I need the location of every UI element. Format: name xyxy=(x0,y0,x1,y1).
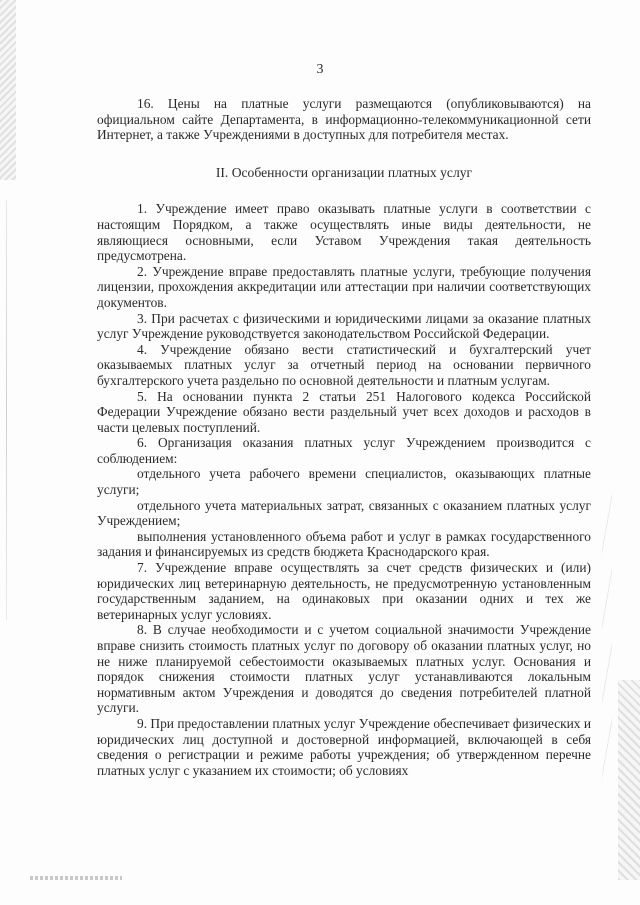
section-heading: II. Особенности организации платных услуг xyxy=(215,164,473,180)
paragraph-8: 8. В случае необходимости и с учетом социальной значимости Учреждение вправе снизить стоимость платных услуг по договору об оказании платных услуг, но не ниже планируемой себестоимости оказываемых платных услуг. Основания и порядок снижения стоимости платных услуг устанавливаются локальным нормативным актом Учреждения и доводятся до сведения потребителей платной услуги. xyxy=(97,622,591,716)
paragraph-7: 7. Учреждение вправе осуществлять за счет средств физических и (или) юридических лиц ветеринарную деятельность, не предусмотренную установленным государственным заданием, на одинаковых при оказании одних и тех же ветеринарных услуг условиях. xyxy=(97,560,591,622)
paragraph-2: 2. Учреждение вправе предоставлять платные услуги, требующие получения лицензии, прохождения аккредитации или аттестации при наличии соответствующих документов. xyxy=(97,263,591,310)
page-number: 3 xyxy=(316,62,324,77)
paragraph-5: 5. На основании пункта 2 статьи 251 Налогового кодекса Российской Федерации Учреждение обязано вести раздельный учет всех доходов и расходов в части целевых поступлений. xyxy=(97,388,591,435)
document-body xyxy=(97,96,591,778)
paragraph-1: 1. Учреждение имеет право оказывать платные услуги в соответствии с настоящим Порядком, а также осуществлять иные виды деятельности, не являющиеся основными, если Уставом Учреждения такая деятельность предусмотрена. xyxy=(97,201,591,264)
scan-artifact-left xyxy=(0,0,16,180)
paragraph-6-item-1: отдельного учета рабочего времени специалистов, оказывающих платные услуги; xyxy=(97,466,591,498)
scan-artifact-left-line xyxy=(6,200,7,620)
paragraph-4: 4. Учреждение обязано вести статистический и бухгалтерский учет оказываемых платных услуг за отчетный период на основании первичного бухгалтерского учета раздельно по основной деятельности и платным услугам. xyxy=(97,341,591,388)
scan-artifact-right xyxy=(618,680,640,880)
scan-artifact-bottom xyxy=(30,876,122,880)
paragraph-9: 9. При предоставлении платных услуг Учреждение обеспечивает физических и юридических лиц доступной и достоверной информацией, включающей в себя сведения о регистрации и режиме работы учреждения; об утвержденном перечне платных услуг с указанием их стоимости; об условиях xyxy=(97,715,591,778)
scan-artifact-right-marks xyxy=(602,480,612,780)
paragraph-6: 6. Организация оказания платных услуг Учреждением производится с соблюдением: xyxy=(97,435,591,466)
paragraph-6-item-2: отдельного учета материальных затрат, связанных с оказанием платных услуг Учреждением; xyxy=(97,497,591,529)
paragraph-3: 3. При расчетах с физическими и юридическими лицами за оказание платных услуг Учреждение руководствуется законодательством Российской Федерации. xyxy=(97,310,591,342)
paragraph-6-item-3: выполнения установленного объема работ и услуг в рамках государственного задания и финансируемых из средств бюджета Краснодарского края. xyxy=(97,528,591,560)
paragraph-16: 16. Цены на платные услуги размещаются (опубликовываются) на официальном сайте Департамента, в информационно-телекоммуникационной сети Интернет, а также Учреждениями в доступных для потребителя местах. xyxy=(97,96,591,143)
